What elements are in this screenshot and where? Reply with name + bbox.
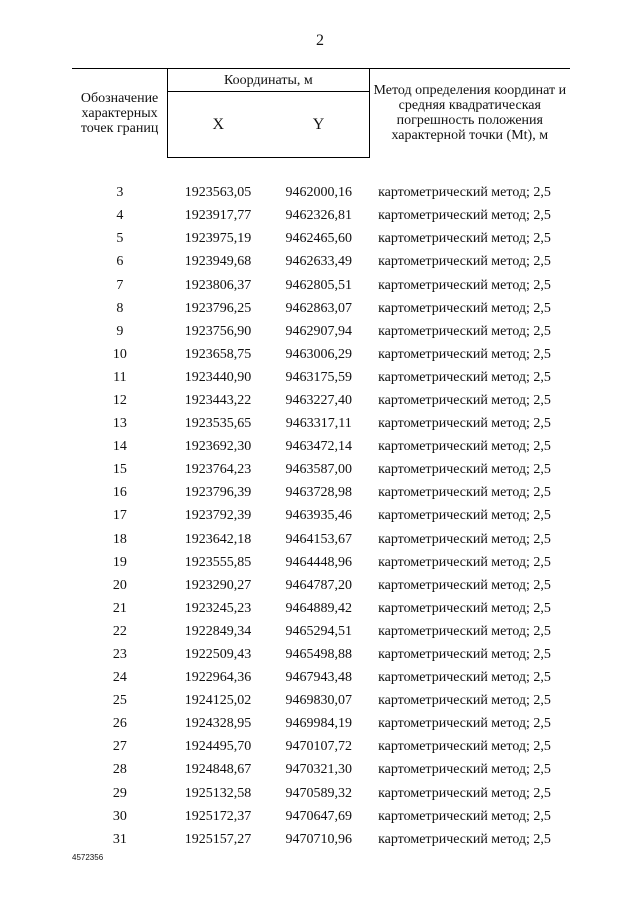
table-row: [72, 412, 570, 435]
table-row: [72, 343, 570, 366]
table-row: [72, 597, 570, 620]
point-number-cell: 27: [112, 739, 127, 755]
point-number-cell: 17: [112, 508, 127, 524]
x-coordinate-cell: 1924328,95: [184, 716, 252, 732]
y-coordinate-cell: 9470321,30: [285, 762, 352, 778]
spacer-row: [72, 158, 570, 182]
y-coordinate-cell: 9464787,20: [285, 577, 352, 593]
y-coordinate-cell: 9465294,51: [285, 623, 352, 639]
method-cell: картометрический метод; 2,5: [378, 254, 551, 270]
table-row: [72, 389, 570, 412]
table-row: [72, 712, 570, 735]
x-coordinate-cell: 1923290,27: [184, 577, 252, 593]
table-row: [72, 666, 570, 689]
y-coordinate-cell: 9465498,88: [285, 647, 352, 663]
y-coordinate-cell: 9463175,59: [285, 369, 352, 385]
method-cell: картометрический метод; 2,5: [378, 485, 551, 501]
y-coordinate-cell: 9463587,00: [285, 462, 352, 478]
point-number-cell: 30: [112, 808, 127, 824]
document-id: 4572356: [72, 853, 104, 862]
point-number-cell: 19: [112, 554, 127, 570]
method-cell: картометрический метод; 2,5: [378, 300, 551, 316]
table-row: [72, 689, 570, 712]
table-body: [72, 158, 570, 851]
x-coordinate-cell: 1923443,22: [184, 392, 252, 408]
x-coordinate-cell: 1923440,90: [184, 369, 252, 385]
page-number: 2: [316, 32, 324, 49]
x-coordinate-cell: 1923563,05: [184, 185, 252, 201]
method-cell: картометрический метод; 2,5: [378, 693, 551, 709]
method-cell: картометрический метод; 2,5: [378, 277, 551, 293]
x-coordinate-cell: 1925157,27: [184, 831, 252, 847]
point-number-cell: 5: [116, 231, 124, 247]
header-method: Метод определения координат и средняя квадратическая погрешность положения характерной точки (Mt), м: [369, 69, 570, 158]
point-number-cell: 10: [112, 346, 127, 362]
method-cell: картометрический метод; 2,5: [378, 647, 551, 663]
header-y: Y: [268, 92, 369, 158]
method-cell: картометрический метод; 2,5: [378, 531, 551, 547]
method-cell: картометрический метод; 2,5: [378, 462, 551, 478]
y-coordinate-cell: 9463935,46: [285, 508, 352, 524]
point-number-cell: 29: [112, 785, 127, 801]
x-coordinate-cell: 1923796,25: [184, 300, 252, 316]
table-row: [72, 551, 570, 574]
header-x: X: [168, 92, 269, 158]
y-coordinate-cell: 9462000,16: [285, 185, 352, 201]
method-cell: картометрический метод; 2,5: [378, 392, 551, 408]
x-coordinate-cell: 1923949,68: [184, 254, 252, 270]
method-cell: картометрический метод; 2,5: [378, 185, 551, 201]
table-row: [72, 643, 570, 666]
spacer-cell: [72, 158, 570, 182]
table-row: [72, 181, 570, 204]
method-cell: картометрический метод; 2,5: [378, 762, 551, 778]
x-coordinate-cell: 1924495,70: [184, 739, 252, 755]
table-row: [72, 458, 570, 481]
point-number-cell: 16: [112, 485, 127, 501]
table-row: [72, 366, 570, 389]
table-row: [72, 574, 570, 597]
point-number-cell: 4: [116, 208, 124, 224]
y-coordinate-cell: 9463472,14: [285, 439, 352, 455]
table-header: [72, 69, 570, 158]
y-coordinate-cell: 9470647,69: [285, 808, 352, 824]
point-number-cell: 12: [112, 392, 127, 408]
method-cell: картометрический метод; 2,5: [378, 416, 551, 432]
point-number-cell: 25: [112, 693, 127, 709]
x-coordinate-cell: 1924848,67: [184, 762, 252, 778]
point-number-cell: 22: [112, 623, 127, 639]
method-cell: картометрический метод; 2,5: [378, 439, 551, 455]
point-number-cell: 20: [112, 577, 127, 593]
y-coordinate-cell: 9463317,11: [285, 416, 352, 432]
point-number-cell: 24: [112, 670, 127, 686]
point-number-cell: 6: [116, 254, 124, 270]
method-cell: картометрический метод; 2,5: [378, 831, 551, 847]
y-coordinate-cell: 9464448,96: [285, 554, 352, 570]
y-coordinate-cell: 9463006,29: [285, 346, 352, 362]
point-number-cell: 14: [112, 439, 127, 455]
point-number-cell: 18: [112, 531, 127, 547]
x-coordinate-cell: 1922964,36: [184, 670, 252, 686]
table-row: [72, 297, 570, 320]
method-cell: картометрический метод; 2,5: [378, 670, 551, 686]
point-number-cell: 13: [112, 416, 127, 432]
y-coordinate-cell: 9462863,07: [285, 300, 352, 316]
table-row: [72, 320, 570, 343]
y-coordinate-cell: 9469984,19: [285, 716, 352, 732]
point-number-cell: 8: [116, 300, 124, 316]
x-coordinate-cell: 1923692,30: [184, 439, 252, 455]
x-coordinate-cell: 1923555,85: [184, 554, 252, 570]
table-row: [72, 273, 570, 296]
x-coordinate-cell: 1923806,37: [184, 277, 252, 293]
table-row: [72, 250, 570, 273]
point-number-cell: 26: [112, 716, 127, 732]
method-cell: картометрический метод; 2,5: [378, 600, 551, 616]
point-number-cell: 31: [112, 831, 127, 847]
header-point: Обозначение характерных точек границ: [72, 69, 168, 158]
y-coordinate-cell: 9464153,67: [285, 531, 352, 547]
coordinates-table: [72, 68, 570, 851]
table-row: [72, 227, 570, 250]
point-number-cell: 15: [112, 462, 127, 478]
x-coordinate-cell: 1923975,19: [184, 231, 252, 247]
y-coordinate-cell: 9470710,96: [285, 831, 352, 847]
point-number-cell: 21: [112, 600, 127, 616]
point-number-cell: 3: [116, 185, 124, 201]
method-cell: картометрический метод; 2,5: [378, 785, 551, 801]
table-row: [72, 782, 570, 805]
y-coordinate-cell: 9469830,07: [285, 693, 352, 709]
method-cell: картометрический метод; 2,5: [378, 623, 551, 639]
y-coordinate-cell: 9463227,40: [285, 392, 352, 408]
table-row: [72, 204, 570, 227]
table-row: [72, 828, 570, 851]
method-cell: картометрический метод; 2,5: [378, 716, 551, 732]
point-number-cell: 9: [116, 323, 124, 339]
x-coordinate-cell: 1923642,18: [184, 531, 252, 547]
x-coordinate-cell: 1923792,39: [184, 508, 252, 524]
method-cell: картометрический метод; 2,5: [378, 554, 551, 570]
x-coordinate-cell: 1923535,65: [184, 416, 252, 432]
method-cell: картометрический метод; 2,5: [378, 739, 551, 755]
method-cell: картометрический метод; 2,5: [378, 577, 551, 593]
table-row: [72, 528, 570, 551]
method-cell: картометрический метод; 2,5: [378, 346, 551, 362]
point-number-cell: 28: [112, 762, 127, 778]
x-coordinate-cell: 1923917,77: [184, 208, 252, 224]
table-row: [72, 435, 570, 458]
table-row: [72, 620, 570, 643]
table-row: [72, 481, 570, 504]
y-coordinate-cell: 9462326,81: [285, 208, 352, 224]
y-coordinate-cell: 9462465,60: [285, 231, 352, 247]
x-coordinate-cell: 1925132,58: [184, 785, 252, 801]
y-coordinate-cell: 9462805,51: [285, 277, 352, 293]
table-row: [72, 758, 570, 781]
y-coordinate-cell: 9463728,98: [285, 485, 352, 501]
method-cell: картометрический метод; 2,5: [378, 369, 551, 385]
table-row: [72, 504, 570, 527]
x-coordinate-cell: 1925172,37: [184, 808, 252, 824]
y-coordinate-cell: 9470589,32: [285, 785, 352, 801]
x-coordinate-cell: 1923658,75: [184, 346, 252, 362]
method-cell: картометрический метод; 2,5: [378, 508, 551, 524]
y-coordinate-cell: 9462633,49: [285, 254, 352, 270]
method-cell: картометрический метод; 2,5: [378, 323, 551, 339]
point-number-cell: 7: [116, 277, 124, 293]
point-number-cell: 23: [112, 647, 127, 663]
table-row: [72, 805, 570, 828]
x-coordinate-cell: 1923796,39: [184, 485, 252, 501]
x-coordinate-cell: 1923245,23: [184, 600, 252, 616]
x-coordinate-cell: 1922509,43: [184, 647, 252, 663]
y-coordinate-cell: 9464889,42: [285, 600, 352, 616]
y-coordinate-cell: 9462907,94: [285, 323, 352, 339]
method-cell: картометрический метод; 2,5: [378, 208, 551, 224]
y-coordinate-cell: 9470107,72: [285, 739, 352, 755]
x-coordinate-cell: 1922849,34: [184, 623, 252, 639]
method-cell: картометрический метод; 2,5: [378, 808, 551, 824]
header-coordinates: Координаты, м: [168, 69, 369, 92]
x-coordinate-cell: 1923764,23: [184, 462, 252, 478]
header-row-top: [72, 69, 570, 92]
x-coordinate-cell: 1924125,02: [184, 693, 252, 709]
method-cell: картометрический метод; 2,5: [378, 231, 551, 247]
y-coordinate-cell: 9467943,48: [285, 670, 352, 686]
point-number-cell: 11: [113, 369, 127, 385]
x-coordinate-cell: 1923756,90: [184, 323, 252, 339]
table-row: [72, 735, 570, 758]
